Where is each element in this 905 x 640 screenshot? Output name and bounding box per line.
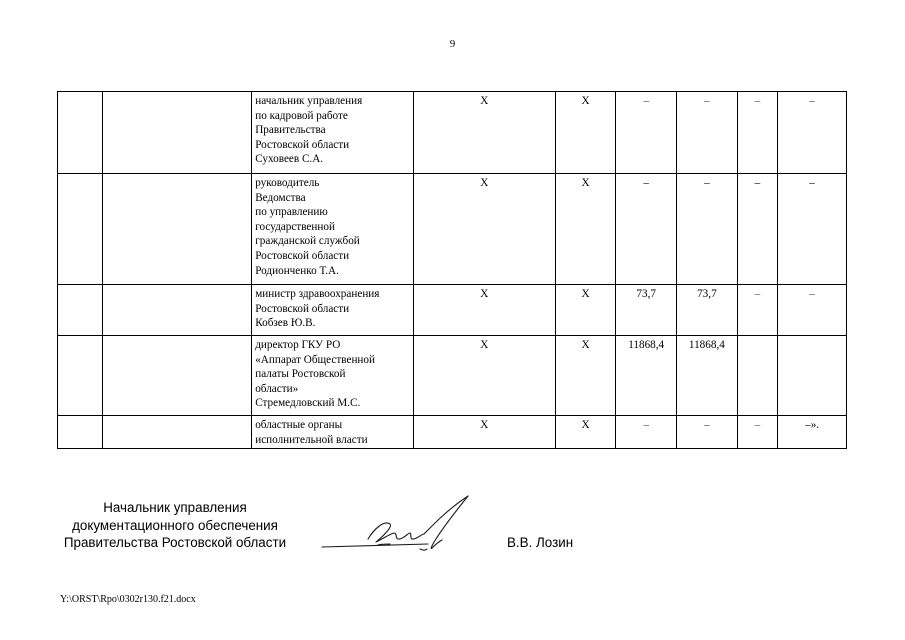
table-cell-mark: X [555,285,616,336]
table-cell-mark: X [414,285,556,336]
table-cell-value: – [737,174,777,285]
table-row [58,174,847,285]
table-cell-number [58,336,103,416]
table-cell-value: –». [778,416,847,449]
table-cell-mark: X [555,174,616,285]
table-cell-value: – [737,285,777,336]
table-cell-value: – [677,92,738,174]
table-cell-number [58,285,103,336]
page-number: 9 [449,38,456,50]
table-cell-value: 11868,4 [616,336,677,416]
table-cell-mark: X [414,336,556,416]
table-cell-value [737,336,777,416]
table-cell-mark: X [555,336,616,416]
table-row [58,285,847,336]
budget-table [57,91,847,449]
signatory-title-line: Начальник управления [103,500,247,515]
table-cell-value: 11868,4 [677,336,738,416]
table-cell-value: – [778,174,847,285]
table-cell-value: – [616,416,677,449]
table-cell-value: – [737,92,777,174]
signatory-title-line: Правительства Ростовской области [63,535,287,551]
table-cell-value: – [616,174,677,285]
table-cell-value: – [737,416,777,449]
table-cell-value: – [677,174,738,285]
table-cell-value: – [778,92,847,174]
table-cell-position: начальник управления по кадровой работе Правительства Ростовской области Суховеев С.А. [252,92,414,174]
table-cell-code [102,285,252,336]
table-row [58,336,847,416]
handwritten-signature [318,495,478,555]
table-cell-value [778,336,847,416]
table-cell-mark: X [555,416,616,449]
table-cell-mark: X [555,92,616,174]
table-cell-code [102,336,252,416]
signature-block [0,495,905,565]
table-row [58,416,847,449]
file-path: Y:\ORST\Rpo\0302r130.f21.docx [60,594,196,605]
signatory-name: В.В. Лозин [507,535,574,550]
table-cell-position: директор ГКУ РО «Аппарат Общественной палаты Ростовской области» Стремедловский М.С. [252,336,414,416]
table-cell-value: – [616,92,677,174]
table-cell-code [102,92,252,174]
table-cell-value: – [778,285,847,336]
signatory-title [55,499,295,552]
signatory-title-line: документационного обеспечения [72,517,278,533]
table-cell-position: областные органы исполнительной власти [252,416,414,449]
table-row [58,92,847,174]
table-cell-mark: X [414,92,556,174]
table-cell-value: 73,7 [616,285,677,336]
table-cell-mark: X [414,174,556,285]
table-cell-mark: X [414,416,556,449]
table-cell-position: руководитель Ведомства по управлению государственной гражданской службой Ростовской области Родионченко Т.А. [252,174,414,285]
table-cell-number [58,416,103,449]
table-cell-code [102,416,252,449]
table-cell-code [102,174,252,285]
table-cell-value: – [677,416,738,449]
table-cell-value: 73,7 [677,285,738,336]
table-cell-number [58,92,103,174]
table-cell-number [58,174,103,285]
table-cell-position: министр здравоохранения Ростовской области Кобзев Ю.В. [252,285,414,336]
